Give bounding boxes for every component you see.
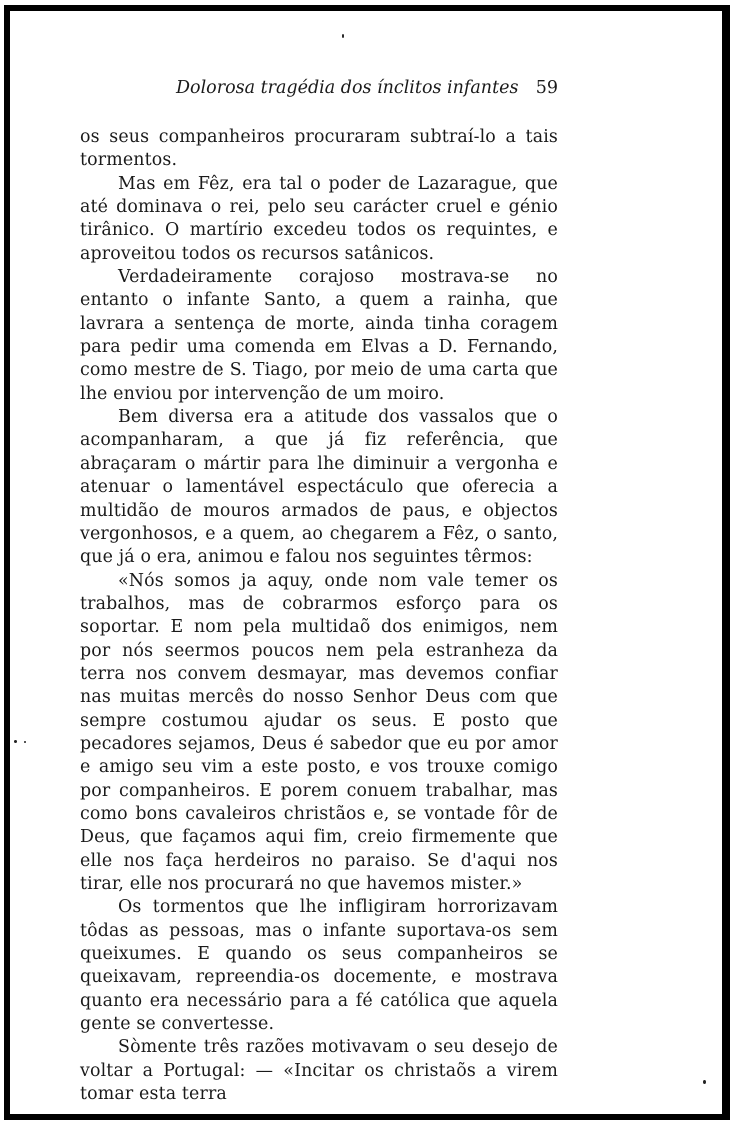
paragraph: Bem diversa era a atitude dos vassalos que o acompanharam, a que já fiz referência, que abraçaram o mártir para lhe diminuir a vergonha e atenuar o lamentável espectáculo que oferecia a multidão de mouros armados de paus, e objectos vergonhosos, e a quem, ao chegarem a Fêz, o santo, que já o era, animou e falou nos seguintes têrmos: [80,407,558,568]
scan-speck [24,741,26,743]
page-number: 59 [535,78,558,98]
paragraph: Os tormentos que lhe infligiram horrorizavam tôdas as pessoas, mas o infante suportava-os sem queixumes. E quando os seus companheiros se queixavam, repreendia-os docemente, e mostrava quanto era necessário para a fé católica que aquela gente se convertesse. [80,897,558,1035]
scan-speck [703,1080,706,1084]
paragraph: «Nós somos ja aquy, onde nom vale temer os trabalhos, mas de cobrarmos esforço para os soportar. E nom pela multidaõ dos enimigos, nem por nós seermos poucos nem pela estranheza da terra nos convem desmayar, mas devemos confiar nas muitas mercês do nosso Senhor Deus com que sempre costumou ajudar os seus. E posto que pecadores sejamos, Deus é sabedor que eu por amor e amigo seu vim a este posto, e vos trouxe comigo por companheiros. E porem conuem trabalhar, mas como bons cavaleiros christãos e, se vontade fôr de Deus, que façamos aqui fim, creio firmemente que elle nos faça herdeiros no paraiso. Se d'aqui nos tirar, elle nos procurará no que havemos mister.» [80,570,558,894]
body-text [80,126,558,1106]
scan-speck [342,34,344,38]
paragraph: Mas em Fêz, era tal o poder de Lazarague, que até dominava o rei, pelo seu carácter cruel e génio tirânico. O martírio excedeu todos os requintes, e aproveitou todos os recursos satânicos. [80,173,558,264]
running-title: Dolorosa tragédia dos ínclitos infantes [176,78,519,98]
paragraph: Verdadeiramente corajoso mostrava-se no entanto o infante Santo, a quem a rainha, que lavrara a sentença de morte, ainda tinha coragem para pedir uma comenda em Elvas a D. Fernando, como mestre de S. Tiago, por meio de uma carta que lhe enviou por intervenção de um moiro. [80,267,558,404]
page-header [80,78,558,104]
paragraph: os seus companheiros procuraram subtraí-lo a tais tormentos. [80,127,558,171]
paragraph: Sòmente três razões motivavam o seu desejo de voltar a Portugal: — «Incitar os christaõs a virem tomar esta terra [80,1037,558,1105]
scan-speck [14,740,17,743]
